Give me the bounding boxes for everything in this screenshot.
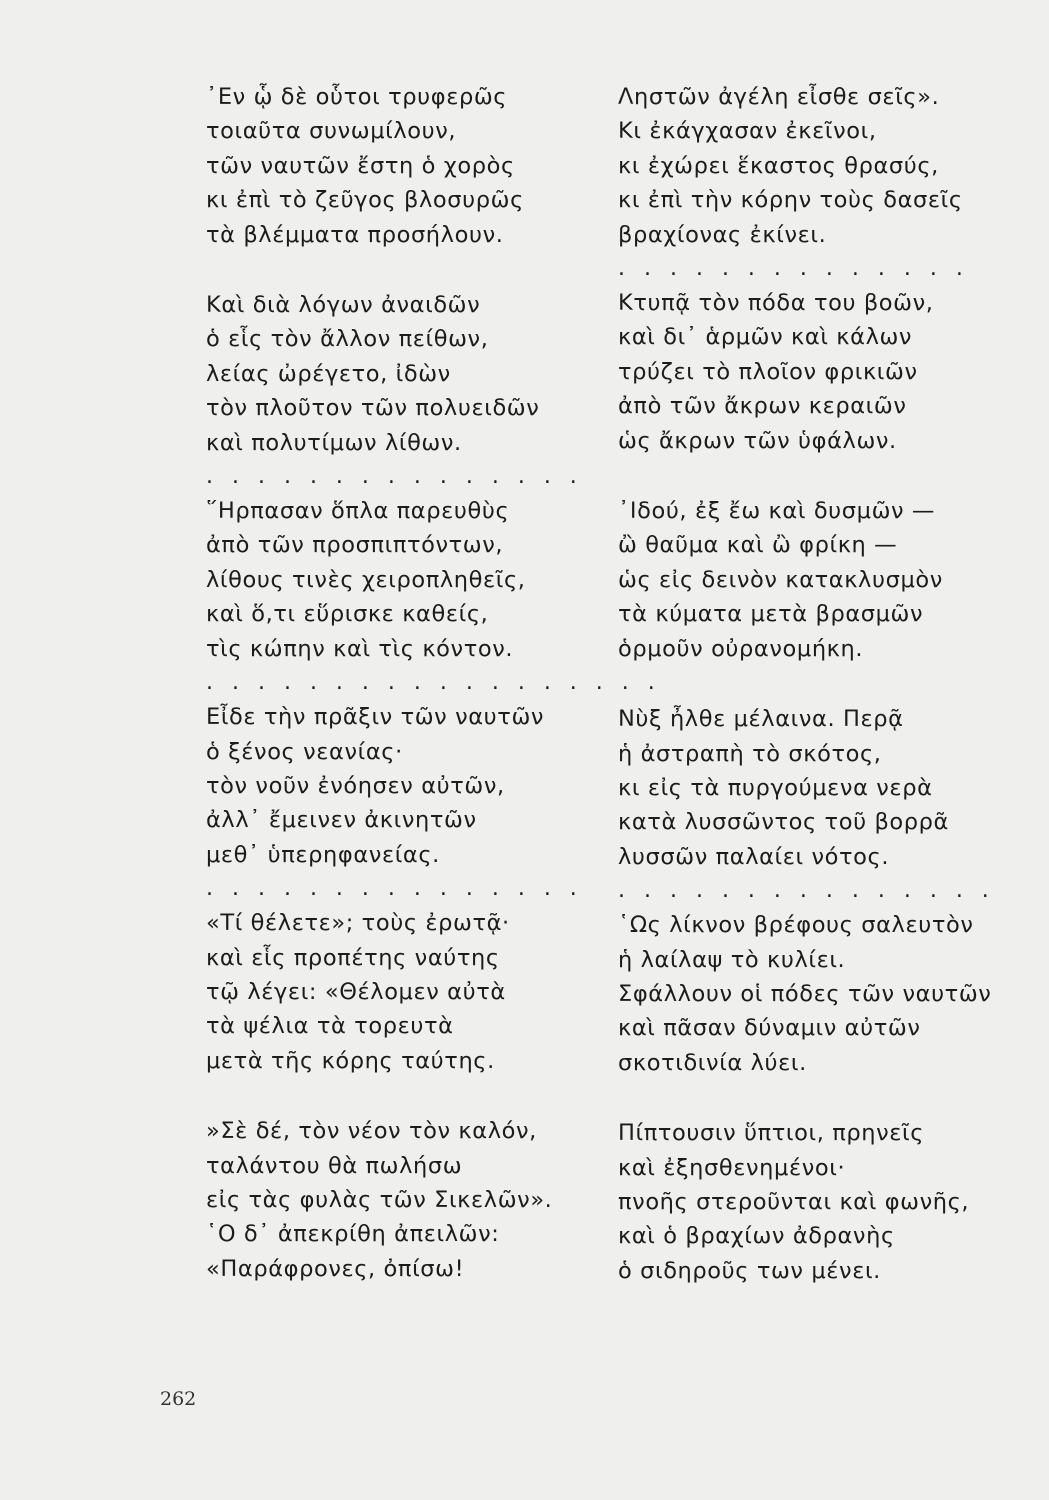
verse-line: τὸν πλοῦτον τῶν πολυειδῶν (206, 395, 540, 422)
stanza (618, 702, 1038, 908)
verse-line: ἀλλ᾿ ἔμεινεν ἀκινητῶν (206, 807, 477, 834)
verse-line: ᾿Εν ᾧ δὲ οὗτοι τρυφερῶς (206, 84, 508, 110)
stanza-gap (618, 458, 1038, 494)
verse-line: καὶ ὁ βραχίων ἀδρανὴς (618, 1223, 895, 1250)
verse-line: ὡς ἄκρων τῶν ὑφάλων. (618, 427, 897, 454)
stanza-gap (206, 252, 586, 288)
stanza (206, 288, 586, 494)
verse-line: κατὰ λυσσῶντος τοῦ βορρᾶ (618, 809, 949, 836)
verse-line: κι εἰς τὰ πυργούμενα νερὰ (618, 774, 933, 801)
verse-line: ταλάντου θὰ πωλήσω (206, 1152, 463, 1179)
stanza (206, 494, 661, 700)
verse-line: κι ἐχώρει ἕκαστος θρασύς, (618, 152, 939, 179)
verse-line: τοιαῦτα συνωμίλουν, (206, 118, 457, 145)
stanza (618, 908, 1038, 1116)
verse-line: Ληστῶν ἀγέλη εἶσθε σεῖς». (618, 84, 940, 110)
verse-line: Εἶδε τὴν πρᾶξιν τῶν ναυτῶν (206, 704, 545, 731)
ellipsis-row: . . . . . . . . . . . . . . (618, 256, 969, 282)
verse-line: καὶ εἷς προπέτης ναύτης (206, 944, 500, 971)
verse-line: ὁ ξένος νεανίας· (206, 738, 403, 765)
verse-line: καὶ πᾶσαν δύναμιν αὐτῶν (618, 1015, 921, 1042)
verse-line: ὁρμοῦν οὐρανομήκη. (618, 635, 864, 662)
stanza-gap (618, 666, 1038, 702)
stanza-gap (618, 1080, 1038, 1116)
verse-line: ὡς εἰς δεινὸν κατακλυσμὸν (618, 566, 943, 593)
verse-line: πνοῆς στεροῦνται καὶ φωνῆς, (618, 1188, 970, 1215)
verse-line: τῷ λέγει: «Θέλομεν αὐτὰ (206, 978, 506, 1005)
verse-line: λίθους τινὲς χειροπληθεῖς, (206, 566, 526, 593)
verse-line: ᾿Ιδού, ἐξ ἔω καὶ δυσμῶν — (618, 498, 936, 525)
verse-line: »Σὲ δέ, τὸν νέον τὸν καλόν, (206, 1118, 537, 1145)
verse-line: τὸν νοῦν ἐνόησεν αὐτῶν, (206, 772, 505, 799)
verse-line: Σφάλλουν οἱ πόδες τῶν ναυτῶν (618, 980, 992, 1007)
verse-line: Πίπτουσιν ὕπτιοι, πρηνεῖς (618, 1120, 925, 1147)
verse-line: Κτυπᾷ τὸν πόδα του βοῶν, (618, 290, 934, 317)
verse-line: ὁ εἷς τὸν ἄλλον πείθων, (206, 326, 489, 353)
stanza (206, 700, 586, 906)
verse-line: λείας ὠρέγετο, ἰδὼν (206, 360, 451, 387)
verse-line: μεθ᾿ ὑπερηφανείας. (206, 841, 440, 868)
verse-line: καὶ δι᾿ ἁρμῶν καὶ κάλων (618, 324, 913, 351)
left-poem-column (206, 80, 661, 1286)
ellipsis-row: . . . . . . . . . . . . . . . . . . (206, 670, 661, 696)
stanza (618, 494, 1038, 702)
verse-line: Νὺξ ἦλθε μέλαινα. Περᾷ (618, 706, 904, 733)
verse-line: τρύζει τὸ πλοῖον φρικιῶν (618, 358, 918, 385)
stanza (618, 80, 1038, 286)
verse-line: ὢ θαῦμα καὶ ὢ φρίκη — (618, 532, 898, 559)
verse-line: ἀπὸ τῶν προσπιπτόντων, (206, 532, 504, 559)
verse-line: ῞Ηρπασαν ὅπλα παρευθὺς (206, 498, 510, 525)
verse-line: κι ἐπὶ τὴν κόρην τοὺς δασεῖς (618, 187, 963, 214)
verse-line: καὶ ἐξησθενημένοι· (618, 1154, 846, 1181)
verse-line: βραχίονας ἐκίνει. (618, 221, 827, 248)
verse-line: λυσσῶν παλαίει νότος. (618, 843, 890, 870)
verse-line: Καὶ διὰ λόγων ἀναιδῶν (206, 292, 481, 319)
stanza (206, 906, 586, 1114)
verse-line: «Παράφρονες, ὀπίσω! (206, 1255, 465, 1282)
verse-line: ῾Ο δ᾿ ἀπεκρίθη ἀπειλῶν: (206, 1221, 500, 1248)
verse-line: μετὰ τῆς κόρης ταύτης. (206, 1047, 495, 1074)
stanza (618, 286, 1038, 494)
verse-line: ῾Ως λίκνον βρέφους σαλευτὸν (618, 912, 974, 939)
verse-line: ἡ λαίλαψ τὸ κυλίει. (618, 946, 846, 973)
verse-line: τὰ κύματα μετὰ βρασμῶν (618, 601, 924, 628)
verse-line: Κι ἐκάγχασαν ἐκεῖνοι, (618, 118, 877, 145)
right-poem-column (618, 80, 1038, 1288)
stanza (206, 80, 586, 288)
verse-line: κι ἐπὶ τὸ ζεῦγος βλοσυρῶς (206, 187, 524, 214)
ellipsis-row: . . . . . . . . . . . . . . . (206, 876, 583, 902)
stanza (618, 1116, 1038, 1288)
verse-line: τὰ βλέμματα προσήλουν. (206, 221, 504, 248)
verse-line: καὶ πολυτίμων λίθων. (206, 429, 462, 456)
page-number: 262 (160, 1388, 197, 1410)
verse-line: ἡ ἀστραπὴ τὸ σκότος, (618, 740, 882, 767)
stanza-gap (206, 1078, 586, 1114)
ellipsis-row: . . . . . . . . . . . . . . . (206, 464, 583, 490)
verse-line: σκοτιδινία λύει. (618, 1049, 807, 1076)
verse-line: τὰ ψέλια τὰ τορευτὰ (206, 1013, 454, 1040)
verse-line: καὶ ὅ,τι εὕρισκε καθείς, (206, 601, 489, 628)
ellipsis-row: . . . . . . . . . . . . . . . (618, 878, 995, 904)
verse-line: εἰς τὰς φυλὰς τῶν Σικελῶν». (206, 1186, 553, 1213)
verse-line: ἀπὸ τῶν ἄκρων κεραιῶν (618, 393, 907, 420)
verse-line: «Τί θέλετε»; τοὺς ἐρωτᾷ· (206, 910, 510, 937)
verse-line: ὁ σιδηροῦς των μένει. (618, 1257, 881, 1284)
verse-line: τῶν ναυτῶν ἔστη ὁ χορὸς (206, 152, 515, 179)
stanza (206, 1114, 586, 1286)
verse-line: τὶς κώπην καὶ τὶς κόντον. (206, 635, 514, 662)
